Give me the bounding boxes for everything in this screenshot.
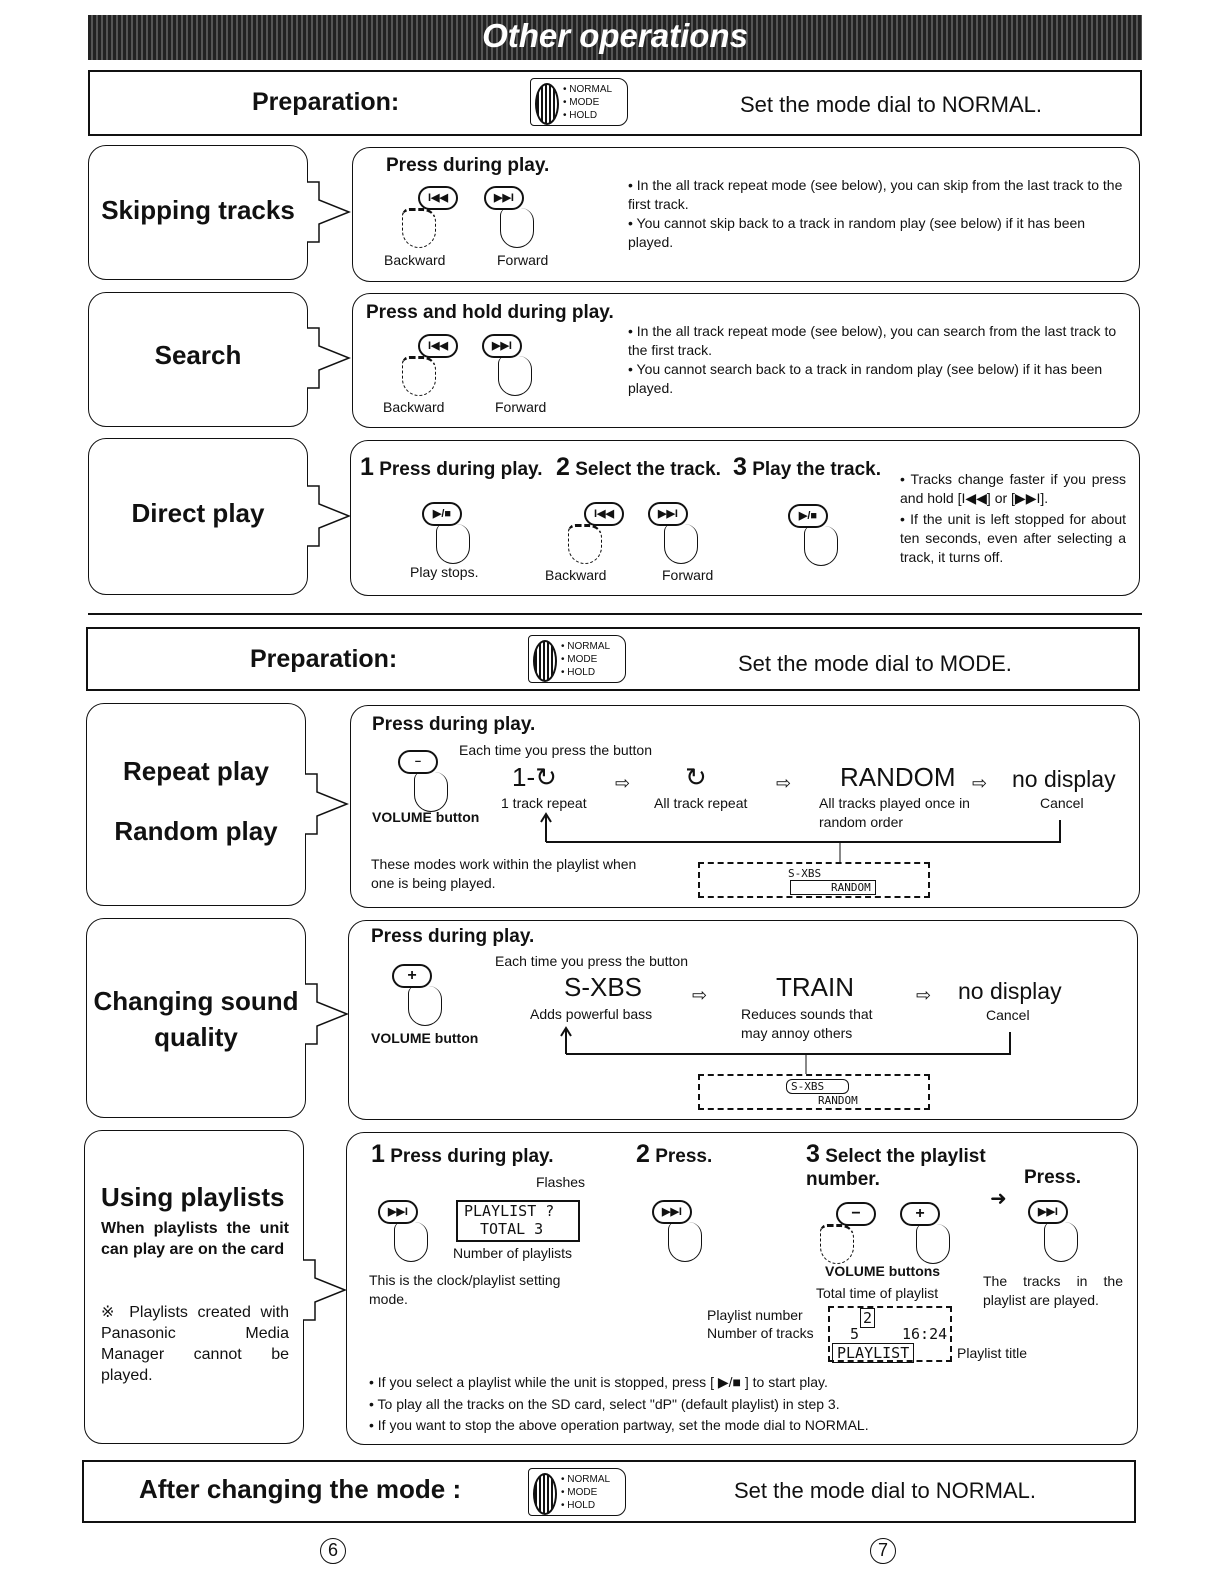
playlist-title-label: Playlist title [957,1345,1028,1361]
lcd-random: RANDOM [790,880,876,895]
mode-no-display: no display [1012,766,1116,792]
repeat-heading: Press during play. [372,714,536,735]
number-of-playlists-label: Number of playlists [453,1245,573,1261]
mode-description: 1 track repeat [501,795,587,811]
dial-hold: • HOLD [561,1500,596,1511]
search-note: • In the all track repeat mode (see below), you can search from the last track to the first track. [628,323,1117,358]
hand-icon [414,772,448,812]
lcd-display [698,1074,930,1110]
dial-mode: • MODE [563,97,600,108]
step-label: Play the track. [752,459,882,480]
lcd-playlist-detail [828,1306,952,1362]
backward-label: Backward [545,567,607,583]
volume-minus-button[interactable]: − [398,750,438,774]
forward-button[interactable]: ▶▶I [652,1200,692,1224]
hand-icon [500,208,534,248]
sound-quality-title: Changing sound quality [93,986,299,1052]
arrow-icon [303,974,349,1054]
dial-normal: • NORMAL [561,641,611,652]
lcd-playlist-title: PLAYLIST [832,1343,914,1363]
hand-icon [498,356,532,396]
lcd-playlist-total [456,1200,580,1242]
forward-button[interactable]: ▶▶I [1028,1200,1068,1224]
cycle-line [560,1026,1020,1076]
arrow-icon [305,476,351,556]
mode-description: All track repeat [654,795,748,811]
step-label: Press during play. [390,1146,554,1167]
playlists-subtitle: When playlists the unit can play are on the card [101,1220,289,1258]
dial-normal: • NORMAL [563,84,613,95]
hand-icon [820,1224,854,1264]
skip-forward-button[interactable]: ▶▶I [484,186,524,210]
arrow-right-icon: ➜ [990,1188,1007,1210]
direct-note: • If the unit is left stopped for about ten seconds, even after selecting a track, it turns off. [900,511,1126,565]
preparation-normal [88,70,1142,136]
mode-no-display: no display [958,978,1062,1004]
lcd-random: RANDOM [818,1094,858,1107]
each-time-label: Each time you press the button [495,953,688,969]
arrow-icon: ⇨ [615,773,631,793]
dial-hold: • HOLD [561,667,596,678]
step-number: 1 [371,1140,385,1168]
playlist-number-label: Playlist number [707,1307,803,1323]
random-title: Random play [114,816,278,846]
hand-icon [1044,1222,1078,1262]
clock-mode-note: This is the clock/playlist setting mode. [369,1272,561,1307]
mode-description: Adds powerful bass [530,1006,653,1022]
lcd-total-time: 16:24 [902,1325,948,1343]
direct-play-title: Direct play [131,498,265,528]
forward-label: Forward [495,399,547,415]
lcd-display [698,862,930,898]
lcd-sxbs: S-XBS [786,1079,849,1094]
play-button[interactable]: ▶/■ [788,504,828,528]
arrow-icon: ⇨ [972,773,988,793]
total-time-label: Total time of playlist [816,1285,939,1301]
tracks-played-note: The tracks in the playlist are played. [983,1273,1123,1308]
lcd-sxbs: S-XBS [788,867,822,880]
hand-icon [568,524,602,564]
volume-button-label: VOLUME button [372,809,480,825]
step-number: 2 [556,453,570,481]
arrow-icon [305,318,351,398]
arrow-icon: ⇨ [776,773,792,793]
playlist-note: • To play all the tracks on the SD card, select "dP" (default playlist) in step 3. [369,1396,840,1412]
search-heading: Press and hold during play. [366,302,614,323]
playlist-note: • If you select a playlist while the unit is stopped, press [ ▶/■ ] to start play. [369,1374,828,1390]
search-forward-button[interactable]: ▶▶I [482,334,522,358]
step-label: Select the track. [575,459,721,480]
play-stop-button[interactable]: ▶/■ [422,502,462,526]
backward-label: Backward [383,399,445,415]
hand-icon [804,526,838,566]
mode-dial-icon [530,78,628,126]
dial-normal: • NORMAL [561,1474,611,1485]
hand-icon [402,356,436,396]
lcd-total: TOTAL 3 [480,1220,544,1238]
after-changing-mode [82,1460,1136,1523]
preparation-label: Preparation: [250,645,398,673]
forward-button[interactable]: ▶▶I [648,502,688,526]
back-button[interactable]: I◀◀ [584,502,624,526]
step-number: 3 [806,1140,820,1168]
hand-icon [916,1224,950,1264]
step-label: Press. [655,1146,713,1167]
volume-plus-button[interactable]: + [392,964,432,988]
dial-mode: • MODE [561,654,598,665]
after-text: Set the mode dial to NORMAL. [734,1478,1037,1503]
search-note: • You cannot search back to a track in random play (see below) if it has been played. [628,361,1103,396]
mode-all-repeat: ↻ [685,762,707,792]
direct-note: • Tracks change faster if you press and hold [I◀◀] or [▶▶I]. [900,471,1126,506]
arrow-icon: ⇨ [692,985,708,1005]
mode-description: Reduces sounds that may annoy others [741,1006,873,1041]
flashes-label: Flashes [536,1174,586,1190]
mode-sxbs: S-XBS [564,972,643,1002]
hand-icon [402,208,436,248]
hand-icon [668,1222,702,1262]
forward-label: Forward [662,567,714,583]
lcd-playlist: PLAYLIST ? [464,1202,555,1220]
sound-heading: Press during play. [371,926,535,947]
step-number: 2 [636,1140,650,1168]
preparation-label: Preparation: [252,88,400,116]
mode-random: RANDOM [840,762,956,792]
arrow-icon [301,1250,347,1330]
preparation-text: Set the mode dial to MODE. [738,651,1012,676]
backward-label: Backward [384,252,446,268]
skip-back-button[interactable]: I◀◀ [418,186,458,210]
skipping-heading: Press during play. [386,155,550,176]
playlists-title: Using playlists [101,1182,285,1212]
preparation-mode [86,627,1140,691]
mode-1-track-repeat: 1-↻ [512,762,557,792]
mode-description: Cancel [1040,795,1084,811]
section-playlists [84,1130,304,1444]
volume-buttons-label: VOLUME buttons [825,1263,941,1279]
number-of-tracks-label: Number of tracks [707,1325,814,1341]
playlist-note: • If you want to stop the above operation partway, set the mode dial to NORMAL. [369,1417,869,1433]
page-number-left: 6 [320,1538,346,1564]
play-stops-label: Play stops. [410,564,479,580]
volume-plus-button[interactable]: + [900,1202,940,1226]
search-title: Search [154,340,242,370]
skipping-title: Skipping tracks [101,195,295,225]
title-bar [88,15,1142,60]
playlist-note: These modes work within the playlist when one is being played. [371,856,637,891]
repeat-title: Repeat play [123,756,269,786]
hand-icon [664,524,698,564]
preparation-text: Set the mode dial to NORMAL. [740,92,1043,117]
mode-description: All tracks played once in random order [819,795,970,830]
mode-train: TRAIN [776,972,854,1002]
hand-icon [394,1222,428,1262]
forward-button[interactable]: ▶▶I [378,1200,418,1224]
section-repeat-random [86,703,306,906]
arrow-icon [305,172,351,252]
mode-dial-icon [528,635,626,683]
lcd-track-count: 5 [850,1325,860,1343]
press-label: Press. [1024,1167,1082,1188]
after-label: After changing the mode : [139,1474,462,1504]
page-title: Other operations [482,17,748,54]
each-time-label: Each time you press the button [459,742,652,758]
step-label: Select the playlist number. [806,1146,986,1190]
step-number: 1 [360,453,374,481]
hand-icon [408,986,442,1026]
arrow-icon [303,764,349,844]
page-number-right: 7 [870,1538,896,1564]
lcd-playlist-number: 2 [860,1308,875,1328]
mode-dial-icon [528,1468,626,1516]
volume-minus-button[interactable]: − [836,1202,876,1226]
dial-mode: • MODE [561,1487,598,1498]
step-number: 3 [733,453,747,481]
arrow-icon: ⇨ [916,985,932,1005]
volume-button-label: VOLUME button [371,1030,479,1046]
skipping-note: • You cannot skip back to a track in random play (see below) if it has been played. [628,215,1086,250]
skipping-note: • In the all track repeat mode (see below), you can skip from the last track to the first track. [628,177,1123,212]
playlists-remark: ※ Playlists created with Panasonic Media Manager cannot be played. [101,1304,289,1384]
dial-hold: • HOLD [563,110,598,121]
forward-label: Forward [497,252,549,268]
search-back-button[interactable]: I◀◀ [418,334,458,358]
divider [88,613,1142,615]
mode-description: Cancel [986,1007,1030,1023]
step-label: Press during play. [379,459,543,480]
hand-icon [436,524,470,564]
